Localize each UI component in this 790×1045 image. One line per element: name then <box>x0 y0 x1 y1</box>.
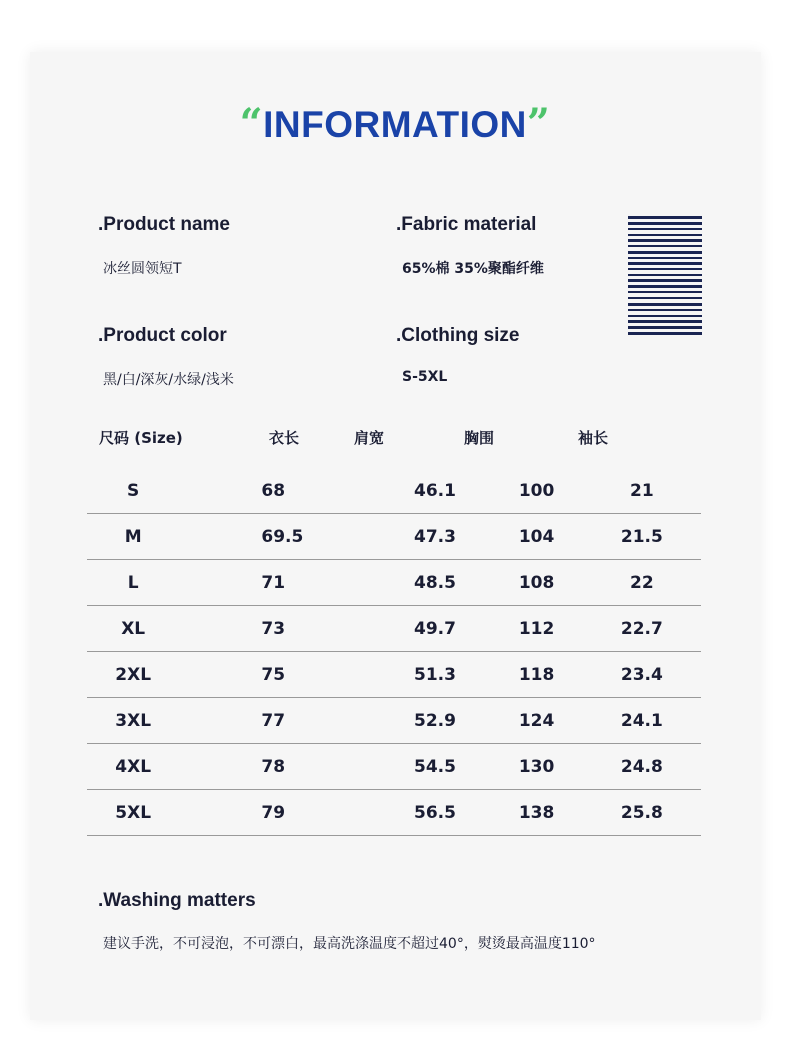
table-cell: 112 <box>518 618 555 639</box>
table-cell: S <box>127 480 140 501</box>
product-name-value: 冰丝圆领短T <box>103 261 182 277</box>
clothing-size-value: S-5XL <box>402 369 448 385</box>
table-row <box>87 560 701 606</box>
washing-value: 建议手洗，不可浸泡，不可漂白，最高洗涤温度不超过40°，熨烫最高温度110° <box>103 936 596 952</box>
table-cell: 54.5 <box>414 756 456 777</box>
table-cell: XL <box>121 618 146 639</box>
table-row <box>87 698 701 744</box>
header-length: 衣长 <box>268 428 299 447</box>
table-row <box>87 606 701 652</box>
table-cell: 51.3 <box>414 664 456 685</box>
product-color-label: .Product color <box>98 325 227 346</box>
page-title <box>0 100 790 147</box>
table-cell: 22 <box>630 572 654 593</box>
table-row <box>87 652 701 698</box>
fabric-material-value: 65%棉 35%聚酯纤维 <box>402 261 544 277</box>
table-cell: 25.8 <box>620 802 663 823</box>
table-cell: 48.5 <box>414 572 456 593</box>
table-row <box>87 790 701 836</box>
table-cell: 69.5 <box>261 526 304 547</box>
header-size: 尺码 (Size) <box>99 428 183 447</box>
table-cell: 24.1 <box>620 710 663 731</box>
table-cell: 22.7 <box>620 618 663 639</box>
table-cell: 130 <box>518 756 555 777</box>
table-row <box>87 744 701 790</box>
title-word: INFORMATION <box>263 104 527 145</box>
table-cell: 75 <box>261 664 286 685</box>
table-cell: 118 <box>518 664 555 685</box>
table-cell: 5XL <box>115 802 152 823</box>
table-cell: 73 <box>261 618 286 639</box>
size-table-header <box>87 418 701 456</box>
table-cell: 24.8 <box>620 756 663 777</box>
header-chest: 胸围 <box>463 428 494 447</box>
table-cell: 21.5 <box>620 526 663 547</box>
table-cell: 52.9 <box>414 710 456 731</box>
table-row <box>87 468 701 514</box>
table-cell: 56.5 <box>414 802 456 823</box>
table-cell: M <box>124 526 142 547</box>
fabric-material-label: .Fabric material <box>396 214 537 235</box>
table-cell: 108 <box>518 572 555 593</box>
table-cell: 78 <box>261 756 286 777</box>
table-cell: 104 <box>518 526 555 547</box>
header-sleeve: 袖长 <box>577 428 608 447</box>
clothing-size-label: .Clothing size <box>396 325 520 346</box>
close-quote: ” <box>526 100 551 147</box>
size-table <box>87 418 701 836</box>
table-cell: 71 <box>261 572 286 593</box>
table-cell: 124 <box>518 710 555 731</box>
table-row <box>87 514 701 560</box>
table-cell: 77 <box>261 710 286 731</box>
table-cell: 23.4 <box>620 664 663 685</box>
table-cell: 68 <box>261 480 286 501</box>
table-cell: 46.1 <box>414 480 456 501</box>
table-cell: 138 <box>518 802 555 823</box>
table-cell: 3XL <box>115 710 152 731</box>
table-cell: 4XL <box>115 756 152 777</box>
table-cell: L <box>127 572 139 593</box>
table-cell: 79 <box>261 802 286 823</box>
table-cell: 21 <box>630 480 654 501</box>
header-shoulder: 肩宽 <box>353 428 384 447</box>
table-cell: 47.3 <box>414 526 456 547</box>
table-cell: 2XL <box>115 664 152 685</box>
table-cell: 100 <box>518 480 555 501</box>
table-cell: 49.7 <box>414 618 456 639</box>
washing-label: .Washing matters <box>98 890 256 911</box>
open-quote: “ <box>239 100 264 147</box>
product-color-value: 黑/白/深灰/水绿/浅米 <box>103 372 234 388</box>
barcode-icon <box>628 216 702 368</box>
product-name-label: .Product name <box>98 214 230 235</box>
